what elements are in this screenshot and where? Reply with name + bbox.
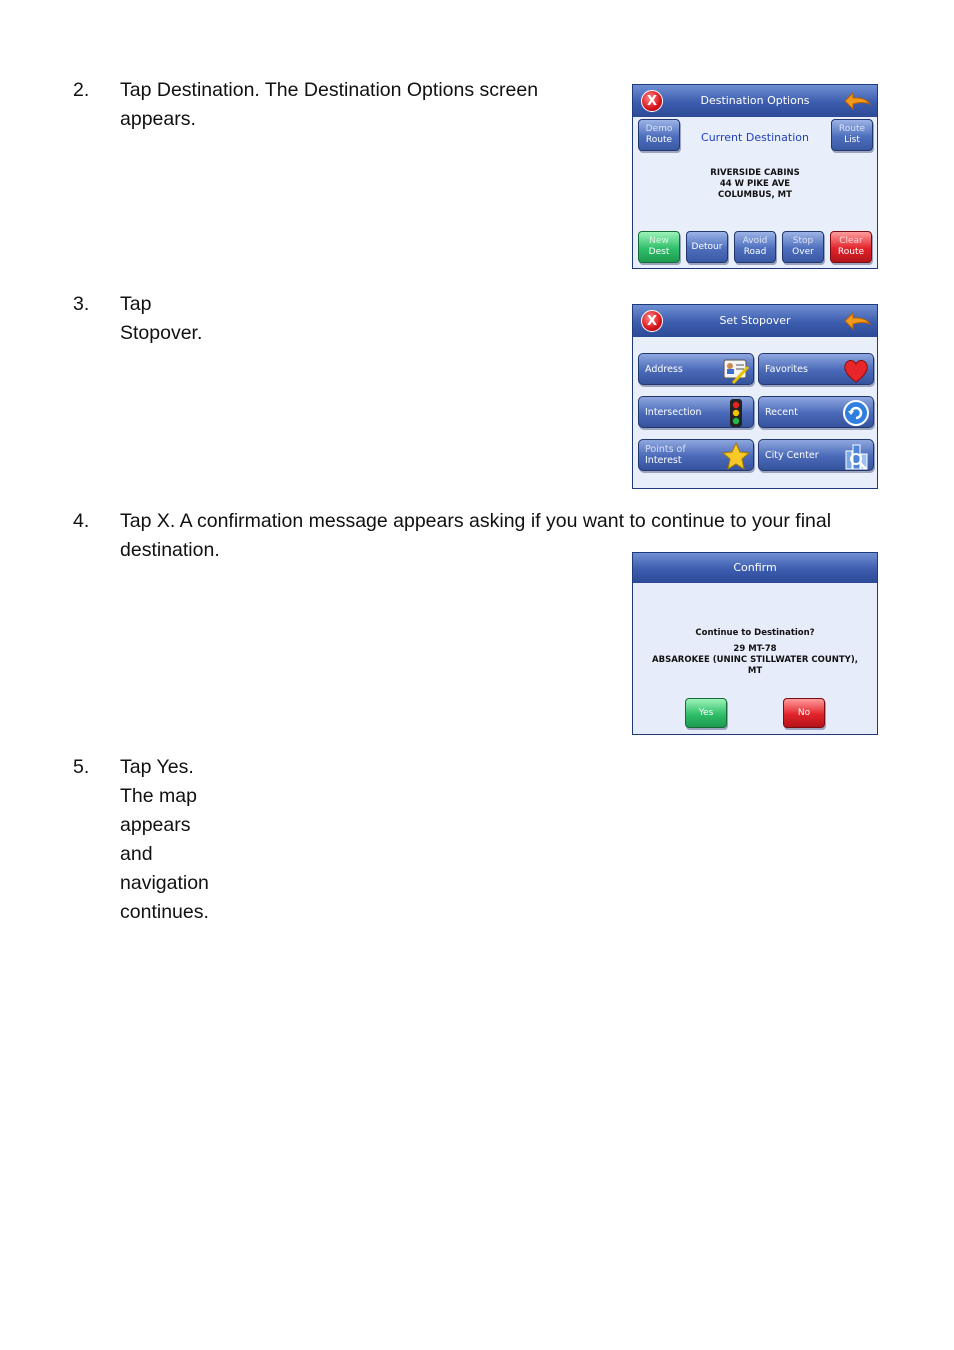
intersection-button[interactable]: Intersection <box>638 396 754 428</box>
address-button[interactable]: Address <box>638 353 754 385</box>
step-number: 5. <box>73 756 90 778</box>
recent-button[interactable]: Recent <box>758 396 874 428</box>
stop-over-button[interactable]: Stop Over <box>782 231 824 263</box>
screen-title: Destination Options <box>700 94 810 107</box>
city-center-icon <box>841 441 871 471</box>
destination-options-screenshot <box>632 84 878 269</box>
step-text: Tap Destination. The Destination Options screen appears. <box>120 79 539 130</box>
step-number: 4. <box>73 510 90 532</box>
star-icon <box>721 441 751 471</box>
avoid-road-button[interactable]: Avoid Road <box>734 231 776 263</box>
step-number: 3. <box>73 293 90 315</box>
current-destination-heading: Current Destination <box>701 131 809 144</box>
recent-globe-icon <box>841 398 871 428</box>
screen-title: Set Stopover <box>719 314 791 327</box>
back-arrow-icon[interactable] <box>841 89 873 113</box>
destination-address: RIVERSIDE CABINS 44 W PIKE AVE COLUMBUS, MT <box>710 168 800 200</box>
screen-title: Confirm <box>733 561 777 574</box>
city-center-button[interactable]: City Center <box>758 439 874 471</box>
close-button[interactable]: X <box>641 310 663 332</box>
step-text: Tap X. A confirmation message appears asking if you want to continue to your final destination. <box>120 510 832 561</box>
no-button[interactable]: No <box>783 698 825 728</box>
points-of-interest-button[interactable]: Points of Interest <box>638 439 754 471</box>
heart-icon <box>841 355 871 385</box>
detour-button[interactable]: Detour <box>686 231 728 263</box>
confirm-screenshot <box>632 552 878 735</box>
new-dest-button[interactable]: New Dest <box>638 231 680 263</box>
set-stopover-screenshot <box>632 304 878 489</box>
confirm-message: Continue to Destination? 29 MT-78 ABSAROKEE (UNINC STILLWATER COUNTY), MT <box>652 628 858 676</box>
address-card-pen-icon <box>721 355 751 385</box>
back-arrow-icon[interactable] <box>841 309 873 333</box>
traffic-light-icon <box>721 398 751 428</box>
favorites-button[interactable]: Favorites <box>758 353 874 385</box>
demo-route-button[interactable]: Demo Route <box>638 119 680 151</box>
yes-button[interactable]: Yes <box>685 698 727 728</box>
step-text: Tap Yes. The map appears and navigation continues. <box>120 756 209 923</box>
screen-title-bar <box>633 553 877 583</box>
close-button[interactable]: X <box>641 90 663 112</box>
step-text: Tap Stopover. <box>120 293 203 344</box>
step-number: 2. <box>73 79 90 101</box>
route-list-button[interactable]: Route List <box>831 119 873 151</box>
clear-route-button[interactable]: Clear Route <box>830 231 872 263</box>
